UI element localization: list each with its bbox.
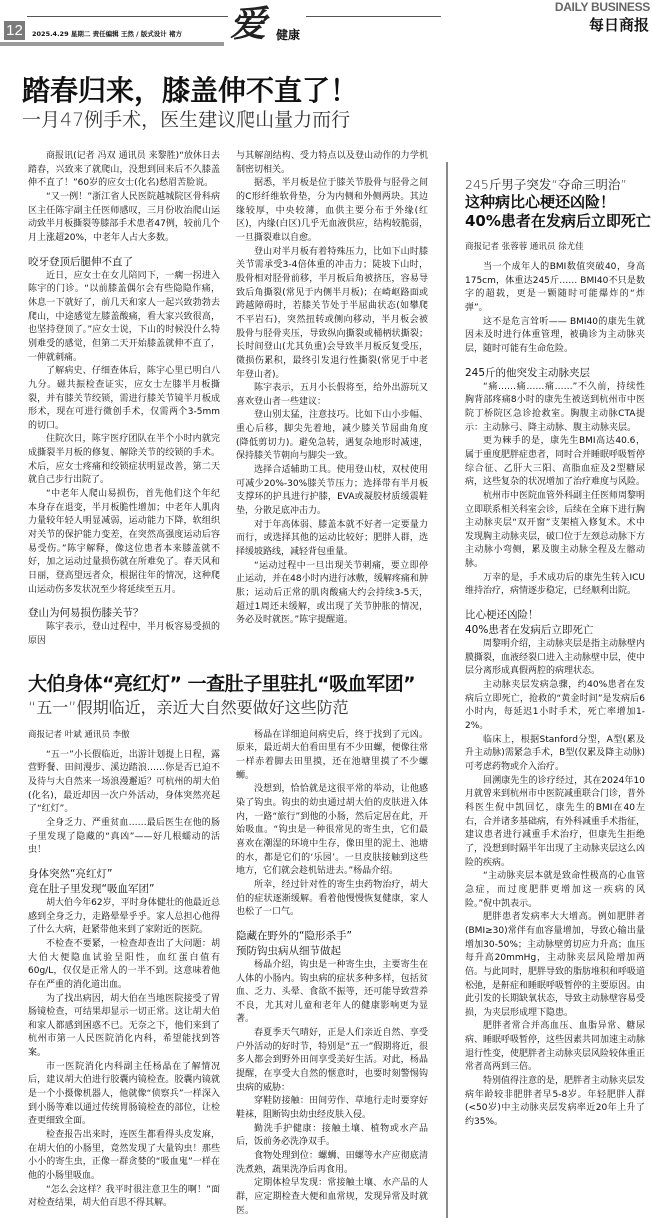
- article3-headline-line2: 40%患者在发病后立即死亡: [465, 212, 651, 230]
- body-paragraph: 登山别太猛，注意技巧。比如下山小步幅、重心后移，脚尖先着地，减少膝关节屈曲角度(降低剪切力)。避免急转，遇复杂地形时减速，保持膝关节朝向与脚尖一致。: [236, 410, 428, 462]
- article2-body: [22, 729, 436, 1219]
- body-paragraph: 主动脉夹层发病急骤，约40%患者在发病后立即死亡，抢救的“黄金时间”是发病后6小时内，每延迟1小时手术，死亡率增加1-2%。: [465, 680, 645, 732]
- body-paragraph: 定期体检早发现：常接触土壤、水产品的人群，应定期检查大便和血常规，发现异常及时就医。: [236, 1178, 428, 1216]
- body-paragraph: 据悉，半月板是位于膝关节股骨与胫骨之间的C形纤维软骨垫，分为内侧和外侧两块。其边缘较厚，中央较薄，血供主要分布于外缘(红区)，内缘(白区)几乎无血液供应，结构较脆弱，一旦撕裂难以自愈。: [236, 178, 428, 243]
- body-paragraph: 杭州市中医院血管外科副主任医师周黎明立即联系相关科室会诊，后续在全麻下进行胸主动脉夹层“双开窗”支架植入修复术。术中发现胸主动脉夹层，破口位于左颈总动脉下方主动脉小弯侧，累及腹主动脉全程及左髂动脉。: [465, 490, 646, 570]
- body-paragraph: “主动脉夹层本就是致命性极高的心血管急症，而过度肥胖更增加这一疾病的风险。”倪中凯表示。: [465, 871, 645, 909]
- section-subheading: 登山为何易损伤膝关节？: [28, 607, 144, 620]
- article2-column-1: [28, 749, 220, 1211]
- body-paragraph: 为了找出病因，胡大伯在当地医院接受了胃肠镜检查，可结果却显示一切正常。这让胡大伯和家人都感到困惑不已。无奈之下，他们来到了杭州市第一人民医院消化内科，希望能找到答案。: [28, 993, 220, 1059]
- section-subheading: 竟在肚子里发现“吸血军团”: [28, 882, 155, 895]
- body-paragraph: 与其解剖结构、受力特点以及登山动作的力学机制密切相关。: [236, 151, 428, 175]
- article1-column-2: [236, 150, 428, 649]
- body-paragraph: 陈宇表示，五月小长假将至，给外出游玩又喜欢登山者一些建议：: [236, 383, 428, 407]
- header-rule: [27, 16, 228, 17]
- body-paragraph: 近日，应女士在女儿陪同下，一瘸一拐进入陈宇的门诊。“以前膝盖偶尔会有些隐隐作痛，休息一下就好了，前几天和家人一起兴致勃勃去爬山，中途感觉左膝盖酸痛，看大家兴致很高，也坚持登顶了。”应女士说，下山的时候没什么特别难受的感觉，但第二天开始膝盖就伸不直了，一伸就刺痛。: [28, 270, 220, 363]
- section-subheading: 245斤的他突发主动脉夹层: [465, 366, 591, 379]
- brand-cn: 每日商报: [588, 16, 649, 34]
- body-paragraph: 穿鞋防接触：田间劳作、草地行走时要穿好鞋袜，阻断钩虫幼虫经皮肤入侵。: [236, 1096, 428, 1121]
- body-paragraph: 全身乏力、严重贫血……最后医生在他的肠子里发现了隐藏的“真凶”——好几根蠕动的活虫！: [28, 817, 220, 856]
- body-paragraph: 万幸的是，手术成功后的康先生转入ICU维持治疗，病情逐步稳定，已经顺利出院。: [465, 572, 645, 597]
- body-paragraph: 选择合适辅助工具。使用登山杖，双杖使用可减少20%-30%膝关节压力；选择带有半月板支撑环的护具进行护膝，EVA或凝胶材质缓震鞋垫，分散足底冲击力。: [236, 465, 428, 517]
- article2-column-2: [236, 729, 428, 1219]
- article1-headline: 踏春归来，膝盖伸不直了！: [22, 74, 359, 107]
- article3-kicker: 245斤男子突发“夺命三明治”: [465, 177, 627, 192]
- body-paragraph: 没想到，恰恰就是这很平常的举动，让他感染了钩虫。钩虫的幼虫通过胡大伯的皮肤进入体内，一路“旅行”到他的小肠，然后定居在此，开始吸血。“钩虫是一种很常见的寄生虫，它们最喜欢在潮湿的环境中生存，像田里的泥土、池塘的水，都是它们的‘乐园’。一旦皮肤接触到这些地方，它们就会趁机钻进去。”杨晶介绍。: [236, 784, 428, 877]
- body-paragraph: 食物处理到位：螺蛳、田螺等水产应彻底清洗煮熟，蔬果洗净后再食用。: [236, 1151, 428, 1175]
- section-subheading: 预防钩虫病从细节做起: [236, 944, 341, 957]
- article2-headline: 大伯身体“亮红灯” 一查肚子里驻扎“吸血军团”: [28, 672, 416, 695]
- column-divider: [446, 162, 448, 1218]
- body-paragraph: 特别值得注意的是，肥胖者主动脉夹层发病年龄较非肥胖者早5-8岁。年轻肥胖人群(<50岁)中主动脉夹层发病率近20年上升了约35%。: [465, 1076, 646, 1128]
- dateline: 2025.4.29 星期二 责任编辑 王然 / 版式设计 褚方: [32, 30, 183, 38]
- body-paragraph: 肥胖患者发病率大大增高。例如肥胖者(BMI≥30)常伴有血容量增加，导致心输出量增加30-50%；主动脉壁剪切应力升高；血压每升高20mmHg，主动脉夹层风险增加两倍。与此同时，肥胖导致的脂肪堆积和呼吸道松弛，是鼾症和睡眠呼吸暂停的主要原因。由此引发的长期缺氧状态，导致主动脉壁容易受损，为夹层形成埋下隐患。: [465, 912, 646, 1018]
- article3-byline: 商报记者 张蓉蓉 通讯员 徐尤佳: [465, 242, 584, 252]
- section-subheading: 咬牙登顶后腿伸不直了: [28, 255, 133, 268]
- section-name: 健康: [276, 28, 301, 42]
- body-paragraph: 不检查不要紧，一检查却查出了大问题：胡大伯大便隐血试验呈阳性，血红蛋白值有60g/L，仅仅是正常人的一半不到。这意味着他存在严重的消化道出血。: [28, 938, 220, 990]
- article2-column-1-wrap: [28, 729, 220, 1219]
- section-logo: 爱: [230, 3, 267, 45]
- section-subheading: 40%患者在发病后立即死亡: [465, 624, 594, 637]
- body-paragraph: 对于年高体弱、膝盖本就不好者一定要量力而行，或选择其他的运动比较好；肥胖人群，选择缓坡路线，减轻背包重量。: [236, 519, 428, 558]
- left-content-area: [22, 74, 436, 1218]
- body-paragraph: 肥胖者常合并高血压、血脂异常、糖尿病、睡眠呼吸暂停，这些因素共同加速主动脉退行性变，使肥胖者主动脉夹层风险较体重正常者高两到三倍。: [465, 1021, 646, 1073]
- body-paragraph: 周黎明介绍，主动脉夹层是指主动脉壁内膜撕裂，血液经裂口进入主动脉壁中层，使中层分离形成真假两腔的病理状态。: [465, 639, 646, 677]
- section-subheading: 身体突然“亮红灯”: [28, 867, 113, 880]
- article3-column: [465, 261, 645, 1130]
- body-paragraph: 市一医院消化内科副主任杨晶在了解情况后，建议胡大伯进行胶囊内镜检查。胶囊内镜就是一个小摄像机器人，他就像“侦察兵”一样深入到小肠等难以通过传统胃肠镜检查的部位，让检查更细致全面。: [28, 1061, 220, 1127]
- brand-en: DAILY BUSINESS: [554, 0, 650, 14]
- body-paragraph: “怎么会这样？我平时很注意卫生的啊！”面对检查结果，胡大伯百思不得其解。: [28, 1184, 220, 1209]
- body-paragraph: 所幸，经过针对性的寄生虫药物治疗，胡大伯的症状逐渐缓解。看着他慢慢恢复健康，家人也松了一口气。: [236, 879, 428, 918]
- body-paragraph: “五一”小长假临近，出游计划提上日程，露营野餐、田间漫步、溪边踏浪……你是否已迫不及待与大自然来一场浪漫邂逅？可杭州的胡大伯(化名)，最近却因一次户外活动，身体突然亮起了“红灯”。: [28, 749, 220, 815]
- header-bar: [0, 42, 224, 46]
- body-paragraph: “又一例！”浙江省人民医院越城院区骨科病区主任陈宇副主任医师感叹，三月份收治爬山运动致半月板撕裂等膝部手术患者47例，较前几个月上涨超20%，中老年人占大多数。: [28, 191, 220, 243]
- body-paragraph: 了解病史、仔细查体后，陈宇心里已明白八九分。磁共振检查证实，应女士左膝半月板撕裂，并有膝关节绞锁，需进行膝关节镜半月板成形术，现在可进行微创手术，仅需两个3-5mm的切口。: [28, 366, 220, 431]
- article2-byline: 商报记者 叶斌 通讯员 李傲: [28, 729, 130, 740]
- body-paragraph: 登山对半月板有着特殊压力，比如下山时膝关节需承受3-4倍体重的冲击力；陡坡下山时，股骨相对胫骨前移，半月板后角被挤压，容易导致后角撕裂(常见于内侧半月板)；在崎岖路面或跨越障碍时，若膝关节处于半屈曲状态(如攀爬不平岩石)，突然扭转或侧向移动，半月板会被股骨与胫骨夹压，导致纵向撕裂或桶柄状撕裂；长时间登山(尤其负重)会导致半月板反复受压，微损伤累积，最终引发退行性撕裂(常见于中老年登山者)。: [236, 246, 428, 380]
- body-paragraph: 这不是危言耸听—— BMI40的康先生就因未及时进行体重管理，被确诊为主动脉夹层，随时可能有生命危险。: [465, 316, 645, 354]
- article1-subheadline: 一月47例手术，医生建议爬山量力而行: [22, 109, 351, 131]
- body-paragraph: 住院次日，陈宇医疗团队在半个小时内就完成撕裂半月板的修复、解除关节的绞锁的手术。术后，应女士疼痛和绞锁症状明显改善，第二天就自己步行出院了。: [28, 434, 220, 486]
- body-paragraph: 更为棘手的是，康先生BMI高达40.6，属于重度肥胖症患者，同时合并睡眠呼吸暂停综合征、乙肝大三阳、高脂血症及2型糖尿病，这些复杂的状况增加了治疗难度与风险。: [465, 436, 646, 488]
- header-rule: [306, 16, 441, 17]
- body-paragraph: “痛……痛……痛……”不久前，持续性胸背部疼痛8小时的康先生被送到杭州市中医院丁桥院区急诊抢救室。胸腹主动脉CTA提示：主动脉弓、降主动脉、腹主动脉夹层。: [465, 381, 645, 433]
- body-paragraph: 勤洗手护健康：接触土壤、植物或水产品后，饭前务必洗净双手。: [236, 1123, 428, 1148]
- body-paragraph: 胡大伯今年62岁，平时身体健壮的他最近总感到全身乏力，走路晕晕乎乎。家人总担心他得了什么大病，赶紧带他来到了家附近的医院。: [28, 897, 220, 936]
- section-subheading: 比心梗还凶险！: [465, 609, 539, 622]
- body-paragraph: “中老年人爬山易损伤，首先他们这个年纪本身存在退变，半月板脆性增加；中老年人肌肉力量较年轻人明显减弱，运动能力下降，软组织对关节的保护能力变差，在突然高强度运动后容易受伤。”陈宇解释，像这位患者本来膝盖就不好，加之运动过量损伤就在所难免了。春天风和日丽，登高望远者众，根据往年的情况，这种爬山运动伤多发状况至少将延续至五月。: [28, 489, 220, 595]
- body-paragraph: 回溯康先生的诊疗经过，其在2024年10月就曾来到杭州市中医院减重联合门诊，普外科医生倪中凯回忆，康先生的BMI在40左右，合并诸多基础病，有外科减重手术指征，建议患者进行减重手术治疗，但康先生拒绝了，没想到时隔半年出现了主动脉夹层这么凶险的疾病。: [465, 775, 646, 868]
- body-paragraph: 杨晶在详细追问病史后，终于找到了元凶。原来，最近胡大伯看田里有不少田螺，便像往常一样赤着脚去田里摸，还在池塘里摸了不少螺蛳。: [236, 729, 428, 781]
- body-paragraph: 春夏季天气晴好，正是人们亲近自然、享受户外活动的好时节，特别是“五一”假期将近，很多人都会到野外田间享受美好生活。对此，杨晶提醒，在享受大自然的惬意时，也要时刻警惕钩虫病的威胁：: [236, 1028, 428, 1093]
- body-paragraph: 临床上，根据Stanford分型，A型(累及升主动脉)需紧急手术，B型(仅累及降主动脉)可考虑药物或介入治疗。: [465, 734, 645, 772]
- body-paragraph: 检查报告出来时，连医生都看得头皮发麻，在胡大伯的小肠里，竟然发现了大量钩虫！那些小小的寄生虫，正像一群贪婪的“吸血鬼”一样在他的小肠里吸血。: [28, 1130, 220, 1182]
- body-paragraph: 陈宇表示，登山过程中，半月板容易受损的原因: [28, 622, 220, 646]
- page-number: 12: [4, 21, 25, 40]
- article3-headline-line1: 这种病比心梗还凶险！: [465, 193, 616, 211]
- body-paragraph: 当一个成年人的BMI数值突破40，身高175cm，体重达245斤…… BMI40不只是数字的超载，更是一颗随时可能爆炸的“炸弹”。: [465, 262, 645, 313]
- body-paragraph: 商报讯(记者 冯双 通讯员 来黎胜)“放休日去踏春，兴致来了就爬山，没想到回来后不久膝盖伸不直了！”60岁的应女士(化名)愁眉苦脸说。: [28, 151, 220, 189]
- section-subheading: 隐藏在野外的“隐形杀手”: [236, 929, 352, 942]
- body-paragraph: “运动过程中一旦出现关节刺痛，要立即停止运动，并在48小时内进行冰敷，缓解疼痛和肿胀；运动后正常的肌肉酸痛大约会持续3-5天，超过1周还未缓解，或出现了关节肿胀的情况，务必及时就医。”陈宇提醒道。: [236, 560, 428, 626]
- right-content-area: [465, 176, 651, 1130]
- article1-column-1: [28, 150, 220, 649]
- article1-body: [22, 150, 436, 649]
- body-paragraph: 杨晶介绍，钩虫是一种寄生虫，主要寄生在人体的小肠内。钩虫病的症状多种多样，包括贫血、乏力、头晕、食欲不振等，还可能导致营养不良，尤其对儿童和老年人的健康影响更为显著。: [236, 959, 428, 1025]
- article2-subheadline: “五一”假期临近，亲近大自然要做好这些防范: [28, 697, 349, 717]
